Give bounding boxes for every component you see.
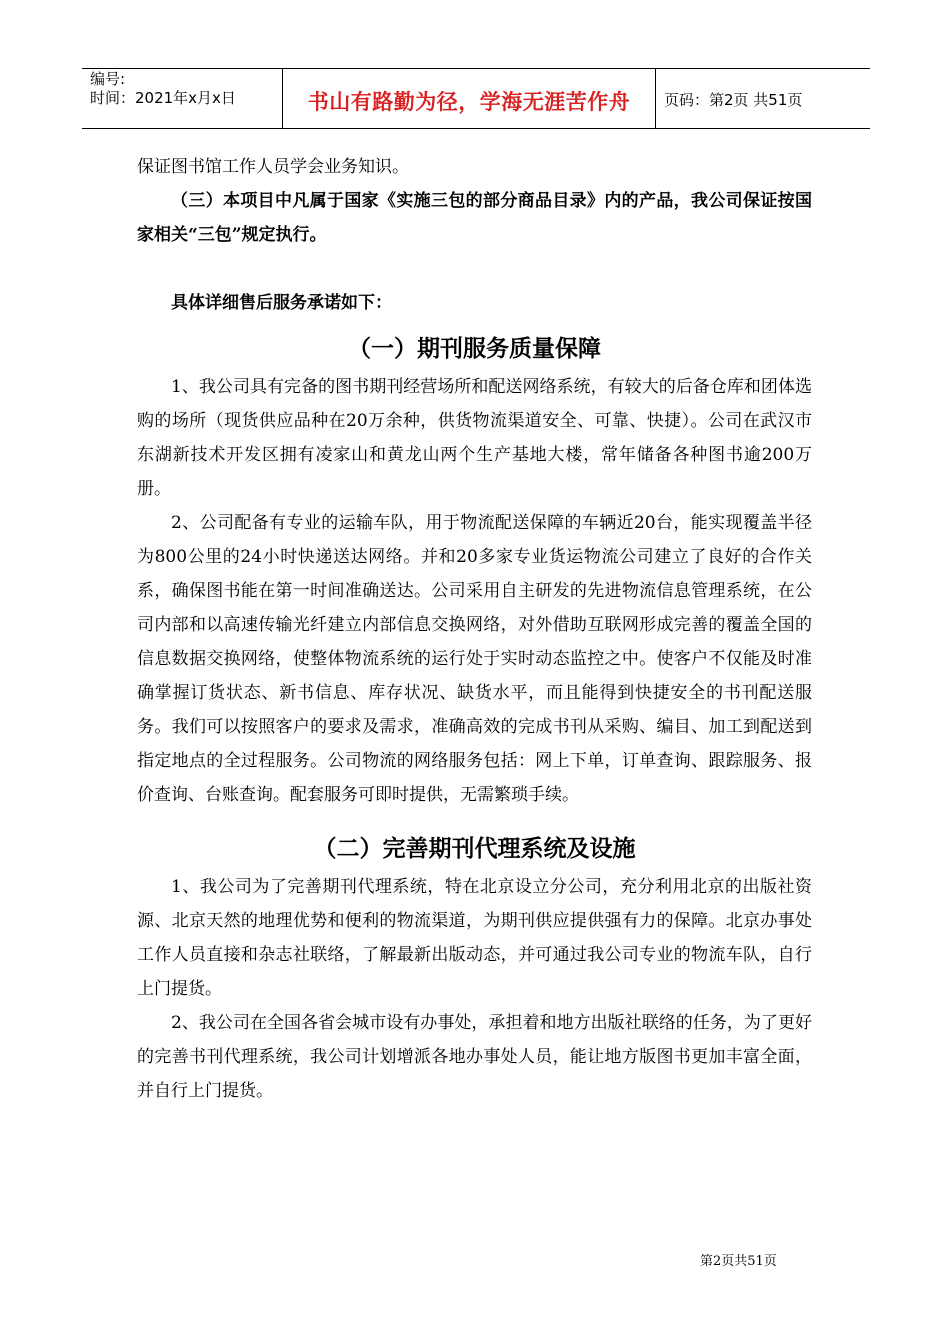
- header-page-info: 页码：第2页 共51页: [664, 91, 803, 109]
- continuation-paragraph: 保证图书馆工作人员学会业务知识。: [137, 157, 409, 177]
- header-top-rule: [82, 68, 870, 69]
- section-heading-agency: （二）完善期刊代理系统及设施: [313, 836, 636, 862]
- three-packages-paragraph: （三）本项目中凡属于国家《实施三包的部分商品目录》内的产品，我公司保证按国家相关“三包”规定执行。: [137, 191, 812, 245]
- footer-page-number: 第2页共51页: [700, 1254, 777, 1269]
- section1-paragraph-2: 2、公司配备有专业的运输车队，用于物流配送保障的车辆近20台，能实现覆盖半径为800公里的24小时快递送达网络。并和20多家专业货运物流公司建立了良好的合作关系，确保图书能在第一时间准确送达。公司采用自主研发的先进物流信息管理系统，在公司内部和以高速传输光纤建立内部信息交换网络，对外借助互联网形成完善的覆盖全国的信息数据交换网络，使整体物流系统的运行处于实时动态监控之中。使客户不仅能及时准确掌握订货状态、新书信息、库存状况、缺货水平，而且能得到快捷安全的书刊配送服务。我们可以按照客户的要求及需求，准确高效的完成书刊从采购、编目、加工到配送到指定地点的全过程服务。公司物流的网络服务包括：网上下单，订单查询、跟踪服务、报价查询、台账查询。配套服务可即时提供，无需繁琐手续。: [137, 513, 812, 805]
- header-divider-left: [282, 68, 283, 129]
- section2-paragraph-2: 2、我公司在全国各省会城市设有办事处，承担着和地方出版社联络的任务，为了更好的完善书刊代理系统，我公司计划增派各地办事处人员，能让地方版图书更加丰富全面，并自行上门提货。: [137, 1013, 812, 1101]
- header-bottom-rule: [82, 128, 870, 129]
- document-date: 时间：2021年x月x日: [90, 89, 236, 107]
- header-meta: [90, 70, 236, 108]
- section2-paragraph-1: 1、我公司为了完善期刊代理系统，特在北京设立分公司，充分利用北京的出版社资源、北京天然的地理优势和便利的物流渠道，为期刊供应提供强有力的保障。北京办事处工作人员直接和杂志社联络，了解最新出版动态，并可通过我公司专业的物流车队，自行上门提货。: [137, 877, 812, 999]
- section-heading-quality: （一）期刊服务质量保障: [348, 336, 601, 362]
- commitment-intro: 具体详细售后服务承诺如下：: [171, 293, 392, 313]
- document-body: [137, 150, 812, 1108]
- section1-paragraph-1: 1、我公司具有完备的图书期刊经营场所和配送网络系统，有较大的后备仓库和团体选购的场所（现货供应品种在20万余种，供货物流渠道安全、可靠、快捷）。公司在武汉市东湖新技术开发区拥有凌家山和黄龙山两个生产基地大楼，常年储备各种图书逾200万册。: [137, 377, 812, 499]
- document-number-label: 编号:: [90, 70, 126, 88]
- paragraph-gap: [137, 252, 812, 286]
- header-motto: 书山有路勤为径，学海无涯苦作舟: [307, 90, 631, 114]
- header-divider-right: [655, 68, 656, 129]
